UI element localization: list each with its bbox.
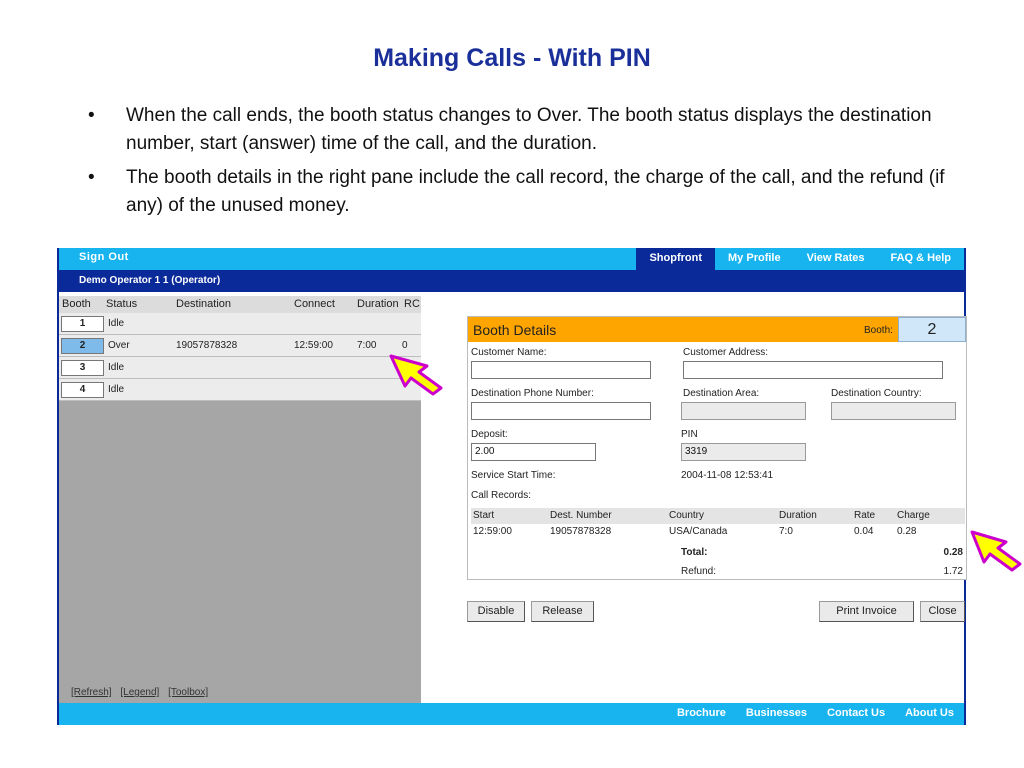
booth-number-button[interactable]: 1: [61, 316, 104, 332]
rec-col-rate: Rate: [854, 510, 876, 521]
rec-col-dest: Dest. Number: [550, 510, 612, 521]
bullet-item: • When the call ends, the booth status changes to Over. The booth status displays the destination number, start (answer) time of the call, and the duration.: [88, 102, 968, 158]
disable-button[interactable]: Disable: [467, 601, 525, 622]
rec-col-start: Start: [473, 510, 495, 521]
tab-my-profile[interactable]: My Profile: [728, 252, 781, 264]
booth-status: Idle: [108, 362, 125, 373]
slide-title: Making Calls - With PIN: [373, 44, 651, 72]
refund-value: 1.72: [943, 566, 963, 577]
booth-duration: 7:00: [357, 340, 377, 351]
customer-name-field[interactable]: [471, 361, 651, 379]
dest-phone-field[interactable]: [471, 402, 651, 420]
customer-address-field[interactable]: [683, 361, 943, 379]
top-nav-bar: [59, 248, 964, 270]
contact-us-link[interactable]: Contact Us: [827, 707, 886, 719]
pointer-arrow-icon: [389, 352, 443, 396]
booth-status: Idle: [108, 318, 125, 329]
bullet-list: [88, 102, 968, 226]
refresh-link[interactable]: [Refresh]: [71, 687, 112, 698]
booth-row[interactable]: [59, 335, 421, 357]
record-country: USA/Canada: [669, 526, 728, 537]
sign-out-link[interactable]: Sign Out: [79, 251, 129, 263]
rec-col-charge: Charge: [897, 510, 930, 521]
booth-details-title: Booth Details: [473, 322, 557, 338]
bullet-item: • The booth details in the right pane include the call record, the charge of the call, and the refund (if any) of the unused money.: [88, 164, 968, 220]
col-connect: Connect: [294, 298, 335, 310]
booth-row[interactable]: [59, 379, 421, 401]
booth-row[interactable]: [59, 313, 421, 335]
booth-number-button[interactable]: 4: [61, 382, 104, 398]
operator-bar: Demo Operator 1 1 (Operator): [59, 270, 964, 292]
left-footer-links: [71, 687, 214, 698]
booth-status: Idle: [108, 384, 125, 395]
booth-row[interactable]: [59, 357, 421, 379]
col-booth: Booth: [62, 298, 91, 310]
dest-area-field: [681, 402, 806, 420]
booth-details-panel: [467, 316, 967, 580]
col-status: Status: [106, 298, 138, 310]
booth-number-button[interactable]: 3: [61, 360, 104, 376]
booth-value: 2: [898, 317, 966, 342]
pin-label: PIN: [681, 429, 698, 440]
businesses-link[interactable]: Businesses: [745, 707, 808, 719]
pin-field: 3319: [681, 443, 806, 461]
dest-country-field: [831, 402, 956, 420]
record-start: 12:59:00: [473, 526, 512, 537]
col-destination: Destination: [176, 298, 232, 310]
booth-connect: 12:59:00: [294, 340, 333, 351]
customer-address-label: Customer Address:: [683, 347, 769, 358]
about-us-link[interactable]: About Us: [905, 707, 954, 719]
record-dest: 19057878328: [550, 526, 612, 537]
nav-tabs: [636, 248, 964, 270]
service-start-label: Service Start Time:: [471, 470, 556, 481]
dest-phone-label: Destination Phone Number:: [471, 388, 594, 399]
refund-label: Refund:: [681, 566, 717, 577]
record-rate: 0.04: [854, 526, 874, 537]
customer-name-label: Customer Name:: [471, 347, 547, 358]
booth-details-header: [468, 317, 966, 342]
footer-links: [657, 707, 954, 719]
tab-faq-help[interactable]: FAQ & Help: [890, 252, 951, 264]
toolbox-link[interactable]: [Toolbox]: [168, 687, 209, 698]
booth-status: Over: [108, 340, 130, 351]
booth-rc: 0: [402, 340, 408, 351]
dest-country-label: Destination Country:: [831, 388, 922, 399]
booth-list-pane: [59, 296, 421, 703]
deposit-field[interactable]: 2.00: [471, 443, 596, 461]
pointer-arrow-icon: [970, 528, 1022, 572]
brochure-link[interactable]: Brochure: [676, 707, 726, 719]
close-button[interactable]: Close: [920, 601, 965, 622]
service-start-value: 2004-11-08 12:53:41: [681, 470, 774, 481]
tab-shopfront[interactable]: Shopfront: [636, 248, 715, 270]
booth-number-button[interactable]: 2: [61, 338, 104, 354]
app-window: [57, 248, 966, 725]
booth-destination: 19057878328: [176, 340, 238, 351]
total-label: Total:: [681, 547, 708, 558]
record-duration: 7:0: [779, 526, 793, 537]
dest-area-label: Destination Area:: [683, 388, 760, 399]
col-rc: RC: [404, 298, 420, 310]
call-records-header: [471, 508, 965, 524]
rec-col-duration: Duration: [779, 510, 817, 521]
tab-view-rates[interactable]: View Rates: [806, 252, 865, 264]
bottom-nav-bar: [59, 703, 964, 725]
col-duration: Duration: [357, 298, 399, 310]
deposit-label: Deposit:: [471, 429, 508, 440]
release-button[interactable]: Release: [531, 601, 594, 622]
print-invoice-button[interactable]: Print Invoice: [819, 601, 914, 622]
record-charge: 0.28: [897, 526, 917, 537]
call-records-label: Call Records:: [471, 490, 532, 501]
total-value: 0.28: [943, 547, 963, 558]
booth-table-header: [59, 296, 421, 313]
legend-link[interactable]: [Legend]: [120, 687, 160, 698]
booth-label: Booth:: [864, 325, 893, 336]
rec-col-country: Country: [669, 510, 705, 521]
